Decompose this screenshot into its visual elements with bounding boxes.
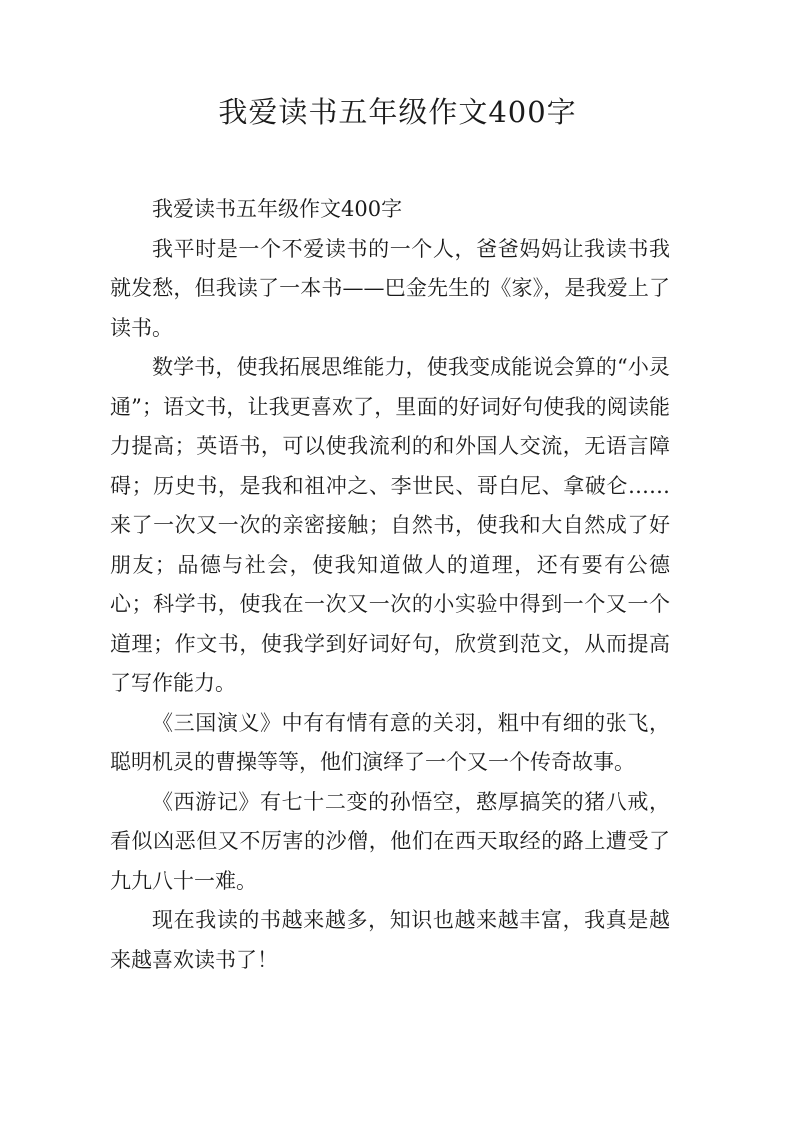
paragraph: 《三国演义》中有有情有意的关羽，粗中有细的张飞，聪明机灵的曹操等等，他们演绎了一个又一个传奇故事。 xyxy=(110,710,670,774)
document-title: 我爱读书五年级作文400字 xyxy=(218,95,577,129)
paragraph: 现在我读的书越来越多，知识也越来越丰富，我真是越来越喜欢读书了！ xyxy=(110,908,670,972)
paragraph: 我平时是一个不爱读书的一个人，爸爸妈妈让我读书我就发愁，但我读了一本书——巴金先生的《家》，是我爱上了读书。 xyxy=(110,236,670,340)
paragraph-subtitle: 我爱读书五年级作文400字 xyxy=(152,197,403,221)
document-body xyxy=(110,190,670,980)
paragraph: 数学书，使我拓展思维能力，使我变成能说会算的“小灵通”；语文书，让我更喜欢了，里面的好词好句使我的阅读能力提高；英语书，可以使我流利的和外国人交流，无语言障碍；历史书，是我和祖冲之、李世民、哥白尼、拿破仑……来了一次又一次的亲密接触；自然书，使我和大自然成了好朋友；品德与社会，使我知道做人的道理，还有要有公德心；科学书，使我在一次又一次的小实验中得到一个又一个道理；作文书，使我学到好词好句，欣赏到范文，从而提高了写作能力。 xyxy=(110,355,670,695)
paragraph: 《西游记》有七十二变的孙悟空，憨厚搞笑的猪八戒，看似凶恶但又不厉害的沙僧，他们在西天取经的路上遭受了九九八十一难。 xyxy=(110,789,670,893)
